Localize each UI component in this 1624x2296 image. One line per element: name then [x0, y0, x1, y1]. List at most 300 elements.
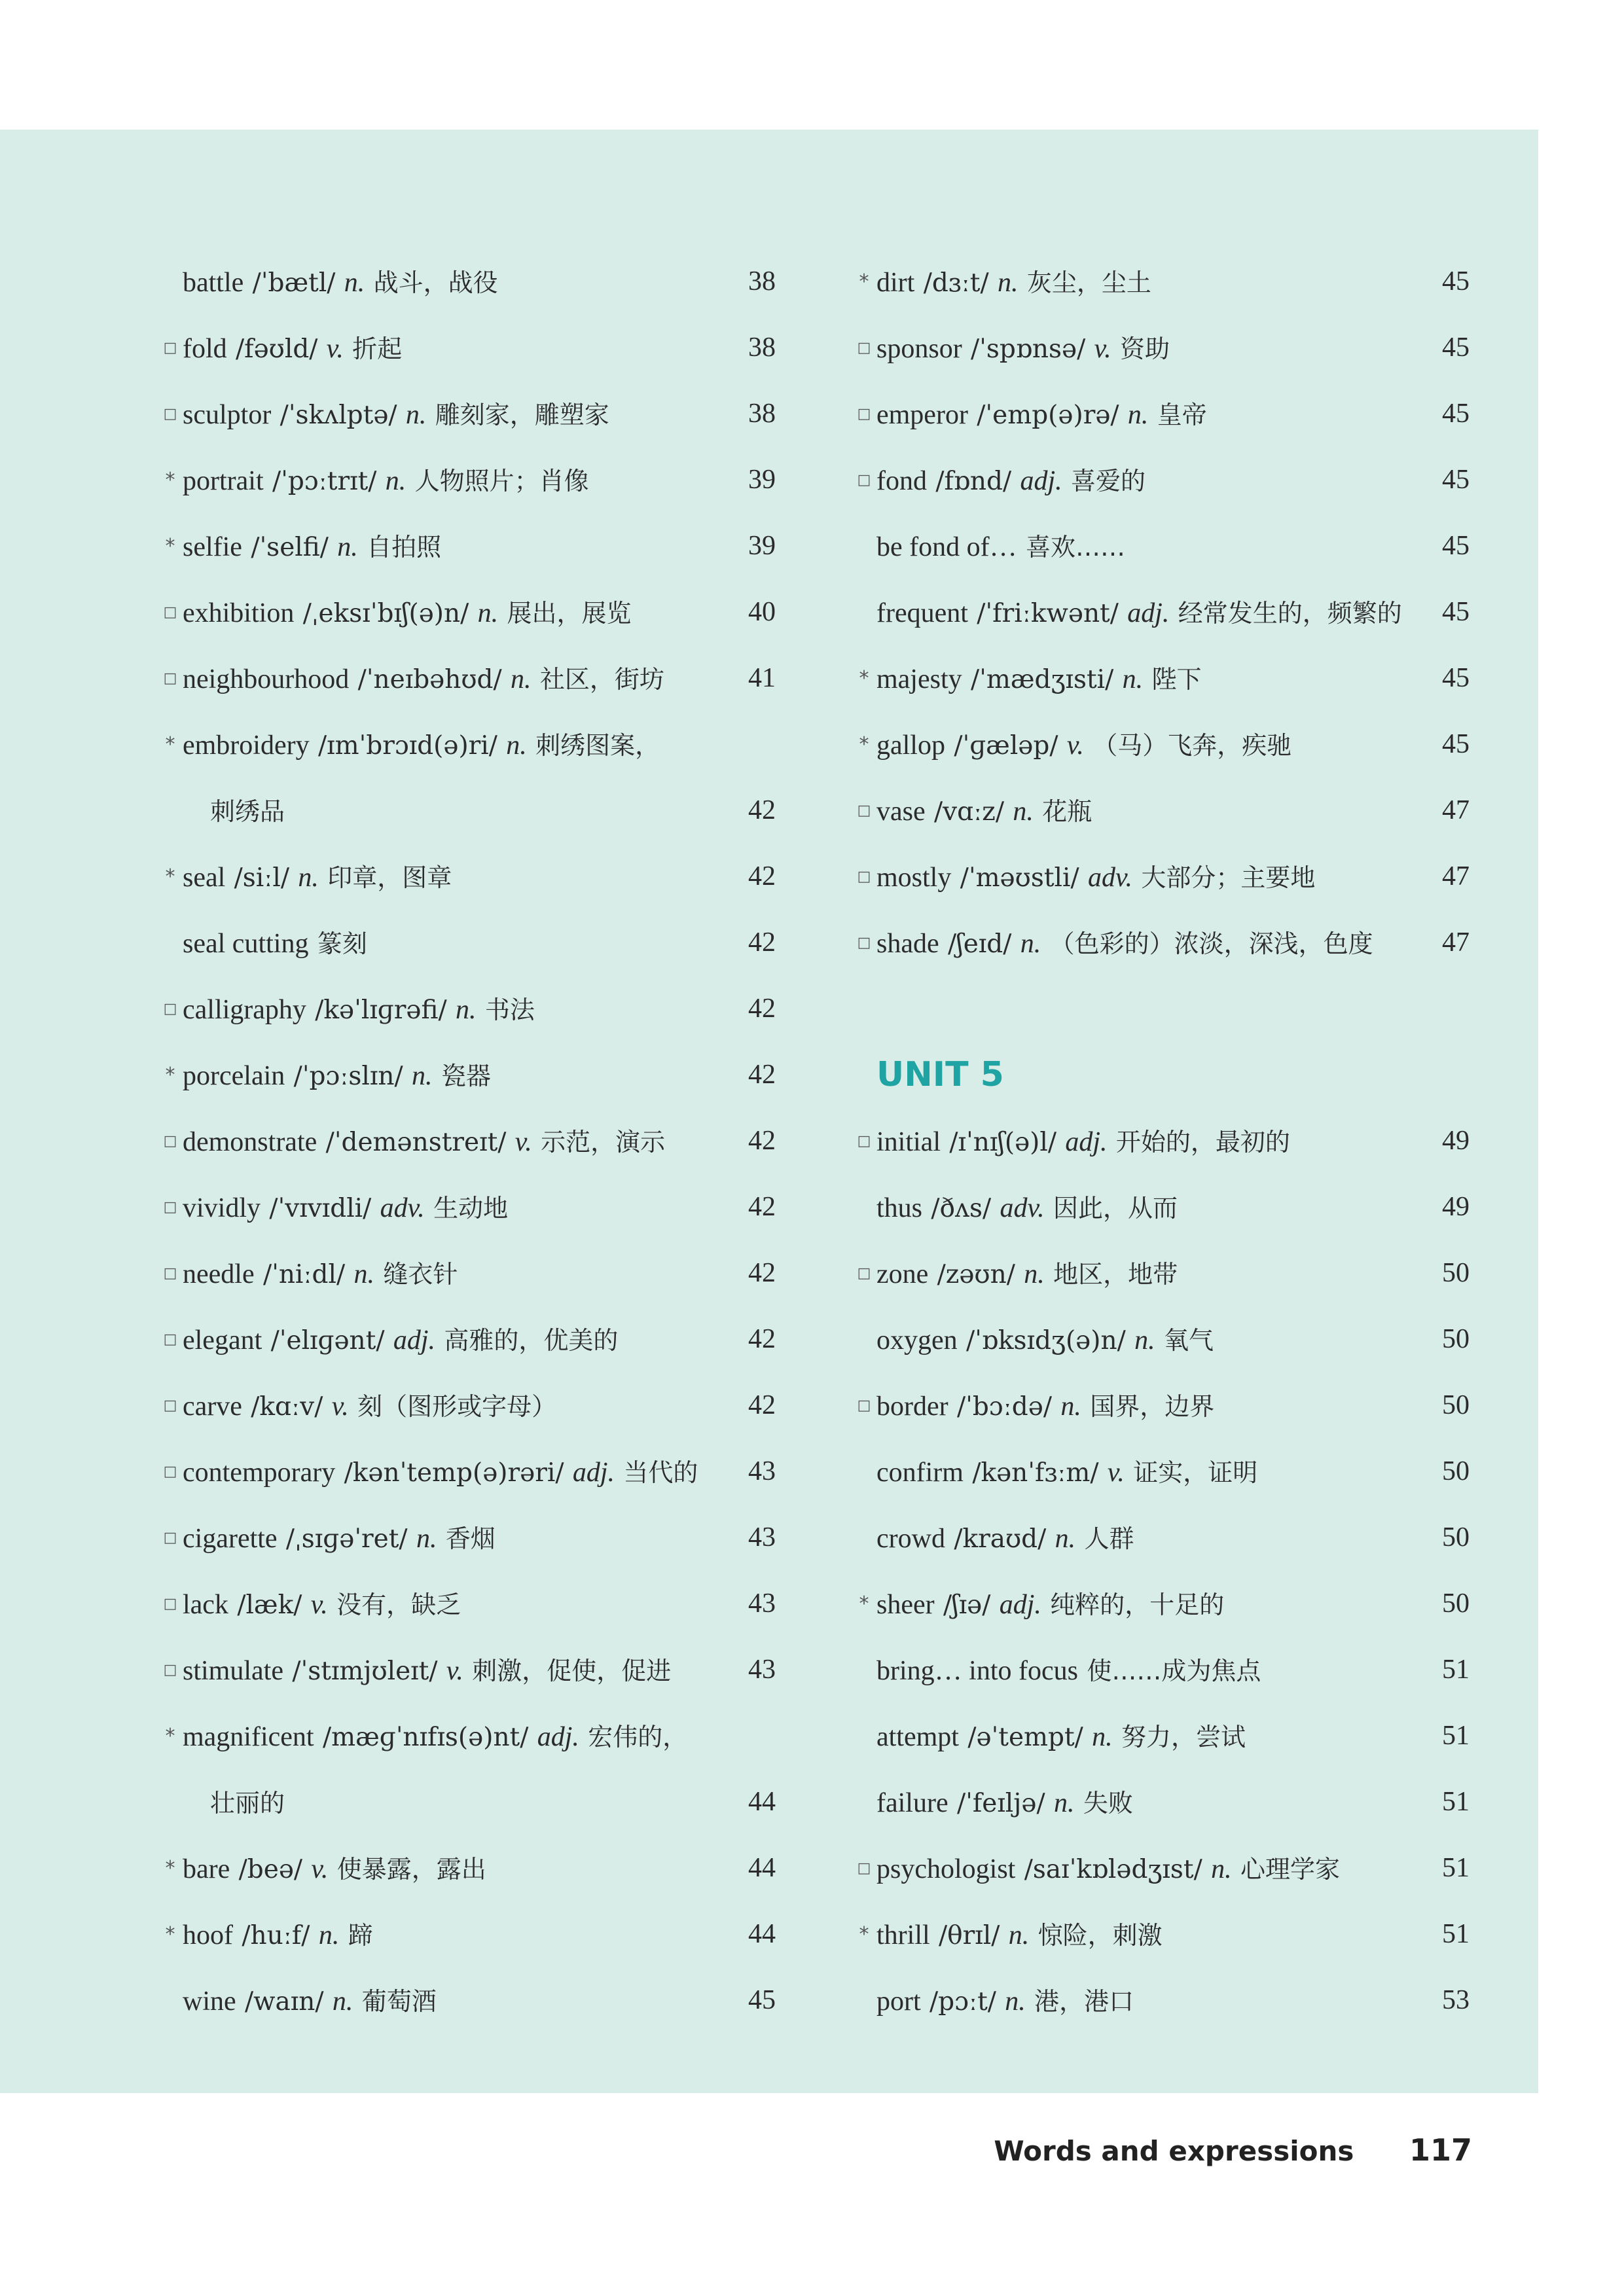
asterisk-marker-icon: * — [859, 270, 869, 293]
headword: attempt — [876, 1722, 959, 1752]
pronunciation: /ˈɒksɪdʒ(ə)n/ — [966, 1326, 1126, 1355]
pronunciation: /ˈstɪmjʊleɪt/ — [292, 1657, 438, 1686]
pronunciation: /ˈneɪbəhʊd/ — [357, 665, 502, 694]
pronunciation: /ˈɡæləp/ — [954, 731, 1058, 761]
part-of-speech: n. — [1055, 1524, 1076, 1554]
part-of-speech: v. — [331, 1391, 349, 1422]
headword: be fond of… — [876, 532, 1017, 562]
entry-page-number: 42 — [748, 1390, 776, 1420]
entry-page-number: 43 — [748, 1655, 776, 1685]
entry-page-number: 39 — [748, 531, 776, 561]
headword: confirm — [876, 1458, 964, 1488]
chinese-meaning: 证实，证明 — [1133, 1458, 1258, 1487]
headword: calligraphy — [183, 995, 306, 1025]
part-of-speech: n. — [477, 598, 499, 628]
vocab-entry — [160, 579, 776, 645]
asterisk-marker-icon: * — [165, 1064, 175, 1086]
headword: majesty — [876, 664, 962, 694]
vocab-entry — [160, 381, 776, 447]
entry-page-number: 43 — [748, 1522, 776, 1552]
pronunciation: /dɜːt/ — [923, 268, 989, 298]
pronunciation: /kəˈlɪɡrəfi/ — [315, 996, 447, 1025]
part-of-speech: v. — [1094, 334, 1111, 364]
entry-page-number: 51 — [1442, 1853, 1470, 1883]
page-number: 117 — [1409, 2132, 1472, 2168]
entry-page-number: 42 — [748, 1258, 776, 1288]
part-of-speech: n. — [337, 532, 358, 562]
entry-page-number: 44 — [748, 1919, 776, 1949]
headword: stimulate — [183, 1656, 283, 1686]
entry-text — [876, 315, 1170, 382]
entry-page-number: 51 — [1442, 1721, 1470, 1751]
entry-text — [876, 1835, 1340, 1903]
entry-text — [183, 1439, 698, 1506]
entry-page-number: 45 — [1442, 266, 1470, 296]
square-marker-icon: □ — [857, 1397, 871, 1414]
entry-text — [183, 1571, 461, 1638]
headword: demonstrate — [183, 1127, 317, 1157]
headword: shade — [876, 929, 939, 959]
pronunciation: /ˈvɪvɪdli/ — [269, 1194, 372, 1223]
part-of-speech: n. — [997, 268, 1019, 298]
chinese-meaning: 喜爱的 — [1071, 467, 1146, 495]
chinese-meaning: 葡萄酒 — [361, 1987, 437, 2016]
entry-text — [876, 645, 1202, 713]
square-marker-icon: □ — [163, 1397, 177, 1414]
vocab-entry — [160, 1835, 776, 1901]
pronunciation: /beə/ — [238, 1855, 303, 1884]
square-marker-icon: □ — [163, 1331, 177, 1348]
headword: battle — [183, 268, 244, 298]
vocab-entry — [854, 315, 1470, 381]
vocab-entry — [854, 447, 1470, 513]
pronunciation: /siːl/ — [234, 863, 290, 893]
entry-text — [183, 249, 498, 316]
entry-page-number: 53 — [1442, 1985, 1470, 2015]
part-of-speech: n. — [405, 400, 427, 430]
pronunciation: /fɒnd/ — [935, 467, 1012, 496]
chinese-meaning: 因此，从而 — [1053, 1194, 1178, 1223]
headword: carve — [183, 1391, 242, 1422]
entry-page-number: 50 — [1442, 1390, 1470, 1420]
headword: sculptor — [183, 400, 272, 430]
vocab-entry — [160, 1042, 776, 1108]
entry-page-number: 45 — [1442, 663, 1470, 693]
pronunciation: /ˈselfi/ — [251, 533, 329, 562]
pronunciation: /ɪˈnɪʃ(ə)l/ — [949, 1128, 1056, 1157]
chinese-meaning: 刺绣图案， — [535, 731, 660, 760]
entry-page-number: 51 — [1442, 1787, 1470, 1817]
part-of-speech: n. — [1005, 1986, 1026, 2017]
headword: needle — [183, 1259, 255, 1289]
entry-page-number: 49 — [1442, 1126, 1470, 1156]
chinese-meaning: 折起 — [352, 334, 403, 363]
part-of-speech: n. — [1020, 929, 1041, 959]
headword: embroidery — [183, 730, 310, 761]
headword: wine — [183, 1986, 236, 2017]
entry-text — [183, 447, 589, 514]
headword: portrait — [183, 466, 264, 496]
chinese-meaning: 国界，边界 — [1090, 1392, 1215, 1421]
entry-text — [183, 1835, 486, 1903]
part-of-speech: adj. — [572, 1458, 615, 1488]
vocab-entry — [160, 910, 776, 976]
vocab-entry — [160, 844, 776, 910]
chinese-meaning: 氧气 — [1163, 1326, 1214, 1355]
pronunciation: /ˈmædʒɪsti/ — [971, 665, 1114, 694]
square-marker-icon: □ — [163, 1133, 177, 1149]
entry-page-number: 38 — [748, 266, 776, 296]
entry-page-number: 43 — [748, 1456, 776, 1486]
pronunciation: /ˈniːdl/ — [262, 1260, 346, 1289]
entry-page-number: 45 — [1442, 399, 1470, 429]
left-column — [160, 249, 776, 2034]
headword: thus — [876, 1193, 923, 1223]
vocab-entry — [854, 645, 1470, 711]
vocab-entry — [854, 1174, 1470, 1240]
chinese-meaning: 陛下 — [1151, 665, 1202, 694]
entry-page-number: 50 — [1442, 1456, 1470, 1486]
chinese-meaning: 示范，演示 — [541, 1128, 666, 1157]
pronunciation: /kraʊd/ — [954, 1524, 1047, 1554]
headword: sponsor — [876, 334, 962, 364]
vocab-entry — [854, 579, 1470, 645]
part-of-speech: n. — [332, 1986, 353, 2017]
entry-page-number: 42 — [748, 927, 776, 958]
part-of-speech: adj. — [1065, 1127, 1108, 1157]
square-marker-icon: □ — [163, 1596, 177, 1612]
entry-page-number: 45 — [1442, 332, 1470, 363]
headword: thrill — [876, 1920, 930, 1950]
vocab-entry — [854, 513, 1470, 579]
part-of-speech: n. — [1127, 400, 1149, 430]
chinese-meaning: 经常发生的，频繁的 — [1178, 599, 1402, 628]
entry-text — [876, 1901, 1163, 1969]
asterisk-marker-icon: * — [165, 469, 175, 492]
headword: failure — [876, 1788, 948, 1818]
part-of-speech: n. — [1134, 1325, 1155, 1355]
part-of-speech: n. — [456, 995, 477, 1025]
entry-page-number: 42 — [748, 1126, 776, 1156]
pronunciation: /ˈspɒnsə/ — [971, 334, 1086, 364]
entry-text — [183, 1174, 508, 1242]
chinese-meaning: 刺绣品 — [210, 797, 285, 826]
entry-page-number: 45 — [1442, 531, 1470, 561]
entry-text — [183, 711, 660, 779]
entry-text — [876, 1505, 1134, 1572]
entry-page-number: 41 — [748, 663, 776, 693]
vocab-entry — [160, 645, 776, 711]
vocab-entry — [160, 1571, 776, 1637]
entry-text — [876, 1372, 1214, 1440]
vocab-entry — [854, 1571, 1470, 1637]
chinese-meaning: 喜欢…… — [1025, 533, 1125, 562]
entry-page-number: 42 — [748, 795, 776, 825]
square-marker-icon: □ — [857, 406, 871, 422]
headword: selfie — [183, 532, 242, 562]
pronunciation: /ˈpɔːslɪn/ — [293, 1062, 403, 1091]
headword: crowd — [876, 1524, 945, 1554]
part-of-speech: adj. — [1127, 598, 1170, 628]
entry-text — [183, 1901, 373, 1969]
headword: gallop — [876, 730, 945, 761]
pronunciation: /ˌsɪɡəˈret/ — [285, 1524, 408, 1554]
headword: bare — [183, 1854, 230, 1884]
entry-text — [876, 1439, 1257, 1506]
chinese-meaning: 战斗，战役 — [373, 268, 498, 297]
chinese-meaning: 雕刻家，雕塑家 — [435, 401, 609, 429]
spacer — [854, 976, 1470, 1042]
part-of-speech: v. — [1066, 730, 1084, 761]
headword: border — [876, 1391, 948, 1422]
chinese-meaning: 刻（图形或字母） — [357, 1392, 557, 1421]
vocab-entry — [854, 1769, 1470, 1835]
vocab-entry — [854, 711, 1470, 778]
entry-text — [876, 1108, 1290, 1175]
entry-page-number: 47 — [1442, 861, 1470, 891]
headword: psychologist — [876, 1854, 1016, 1884]
square-marker-icon: □ — [163, 670, 177, 687]
chinese-meaning: 自拍照 — [367, 533, 442, 562]
chinese-meaning: 灰尘，尘土 — [1026, 268, 1151, 297]
part-of-speech: n. — [1053, 1788, 1075, 1818]
vocab-entry-continuation — [160, 778, 776, 844]
square-marker-icon: □ — [857, 1860, 871, 1876]
square-marker-icon: □ — [163, 406, 177, 422]
entry-text — [876, 1240, 1178, 1308]
chinese-meaning: 开始的，最初的 — [1115, 1128, 1290, 1157]
entry-page-number: 42 — [748, 1324, 776, 1354]
vocab-entry — [160, 1637, 776, 1703]
square-marker-icon: □ — [163, 1530, 177, 1546]
entry-page-number: 42 — [748, 1060, 776, 1090]
headword: frequent — [876, 598, 968, 628]
part-of-speech: n. — [1013, 797, 1034, 827]
entry-text — [183, 1637, 671, 1704]
chinese-meaning: 港，港口 — [1034, 1987, 1134, 2016]
entry-text — [876, 447, 1146, 514]
pronunciation: /fəʊld/ — [236, 334, 318, 364]
asterisk-marker-icon: * — [165, 1857, 175, 1880]
part-of-speech: n. — [416, 1524, 437, 1554]
part-of-speech: adj. — [999, 1590, 1041, 1620]
part-of-speech: n. — [511, 664, 532, 694]
entry-text — [183, 1372, 556, 1440]
part-of-speech: adj. — [537, 1722, 579, 1752]
entry-text — [183, 976, 535, 1043]
chinese-meaning: 当代的 — [623, 1458, 698, 1487]
part-of-speech: adv. — [1000, 1193, 1045, 1223]
chinese-meaning: （马）飞奔，疾驰 — [1092, 731, 1292, 760]
part-of-speech: n. — [1060, 1391, 1081, 1422]
entry-text — [183, 381, 609, 448]
part-of-speech: v. — [514, 1127, 532, 1157]
entry-text — [183, 1042, 491, 1109]
part-of-speech: adv. — [380, 1193, 425, 1223]
pronunciation: /waɪn/ — [245, 1987, 324, 2017]
entry-text — [183, 1703, 687, 1770]
page-footer — [994, 2132, 1472, 2168]
part-of-speech: n. — [1008, 1920, 1030, 1950]
pronunciation: /ˈbɔːdə/ — [956, 1392, 1052, 1422]
entry-page-number: 42 — [748, 861, 776, 891]
entry-page-number: 50 — [1442, 1522, 1470, 1552]
pronunciation: /əˈtempt/ — [967, 1723, 1083, 1752]
right-column-top-list — [854, 249, 1470, 976]
vocab-entry — [160, 1505, 776, 1571]
headword: oxygen — [876, 1325, 958, 1355]
headword: sheer — [876, 1590, 935, 1620]
entry-text — [183, 513, 441, 581]
headword: cigarette — [183, 1524, 278, 1554]
chinese-meaning: 花瓶 — [1042, 797, 1092, 826]
chinese-meaning: 人物照片；肖像 — [414, 467, 589, 495]
part-of-speech: n. — [1092, 1722, 1113, 1752]
entry-page-number: 40 — [748, 597, 776, 627]
entry-text — [876, 778, 1092, 845]
headword: hoof — [183, 1920, 233, 1950]
chinese-meaning: 印章，图章 — [327, 863, 452, 892]
chinese-meaning: 惊险，刺激 — [1038, 1921, 1163, 1950]
entry-text — [210, 778, 285, 845]
right-column-bottom-list — [854, 1108, 1470, 2034]
pronunciation: /ˈemp(ə)rə/ — [977, 401, 1119, 430]
entry-page-number: 50 — [1442, 1258, 1470, 1288]
headword: exhibition — [183, 598, 295, 628]
headword: seal — [183, 863, 226, 893]
vocab-entry-continuation — [160, 1769, 776, 1835]
headword: magnificent — [183, 1722, 314, 1752]
vocab-entry — [854, 778, 1470, 844]
vocab-entry — [854, 1372, 1470, 1439]
chinese-meaning: 缝衣针 — [383, 1260, 458, 1289]
part-of-speech: n. — [506, 730, 527, 761]
part-of-speech: n. — [1211, 1854, 1232, 1884]
entry-text — [183, 1967, 437, 2035]
pronunciation: /ʃɪə/ — [943, 1590, 991, 1620]
part-of-speech: n. — [344, 268, 365, 298]
chinese-meaning: 宏伟的， — [588, 1723, 688, 1751]
pronunciation: /ˈbætl/ — [252, 268, 336, 298]
chinese-meaning: 生动地 — [433, 1194, 509, 1223]
part-of-speech: v. — [446, 1656, 463, 1686]
vocab-entry — [854, 1901, 1470, 1967]
headword: initial — [876, 1127, 941, 1157]
square-marker-icon: □ — [163, 1199, 177, 1215]
pronunciation: /mæɡˈnɪfɪs(ə)nt/ — [322, 1723, 529, 1752]
asterisk-marker-icon: * — [859, 733, 869, 756]
vocab-entry — [854, 1835, 1470, 1901]
vocab-entry — [854, 1637, 1470, 1703]
asterisk-marker-icon: * — [859, 1592, 869, 1615]
entry-page-number: 51 — [1442, 1919, 1470, 1949]
vocab-entry — [160, 447, 776, 513]
pronunciation: /kɑːv/ — [251, 1392, 323, 1422]
vocab-entry — [160, 1372, 776, 1439]
pronunciation: /ɪmˈbrɔɪd(ə)ri/ — [317, 731, 497, 761]
vocab-entry — [160, 513, 776, 579]
vocab-entry — [160, 711, 776, 778]
square-marker-icon: □ — [857, 869, 871, 885]
entry-page-number: 49 — [1442, 1192, 1470, 1222]
asterisk-marker-icon: * — [165, 535, 175, 558]
chinese-meaning: 使暴露，露出 — [336, 1855, 486, 1884]
vocab-entry — [854, 1306, 1470, 1372]
pronunciation: /θrɪl/ — [939, 1921, 1000, 1950]
headword: vase — [876, 797, 926, 827]
vocab-entry — [160, 1174, 776, 1240]
pronunciation: /ˈdemənstreɪt/ — [325, 1128, 507, 1157]
pronunciation: /ʃeɪd/ — [948, 929, 1012, 959]
vocab-entry — [854, 1240, 1470, 1306]
part-of-speech: n. — [298, 863, 319, 893]
vocab-entry — [854, 1439, 1470, 1505]
part-of-speech: v. — [310, 1590, 328, 1620]
vocab-entry — [854, 1108, 1470, 1174]
part-of-speech: n. — [1122, 664, 1144, 694]
chinese-meaning: 地区，地带 — [1053, 1260, 1178, 1289]
square-marker-icon: □ — [857, 340, 871, 356]
entry-page-number: 38 — [748, 332, 776, 363]
entry-text — [183, 579, 632, 647]
pronunciation: /kənˈfɜːm/ — [972, 1458, 1099, 1488]
vocab-entry — [160, 1240, 776, 1306]
part-of-speech: n. — [412, 1061, 433, 1091]
chinese-meaning: 壮丽的 — [210, 1789, 285, 1818]
chinese-meaning: 使……成为焦点 — [1087, 1657, 1261, 1685]
entry-text — [183, 645, 664, 713]
chinese-meaning: 社区，街坊 — [539, 665, 664, 694]
vocab-entry — [160, 1703, 776, 1769]
vocab-entry — [160, 1901, 776, 1967]
entry-page-number: 42 — [748, 994, 776, 1024]
square-marker-icon: □ — [857, 1265, 871, 1282]
entry-page-number: 43 — [748, 1588, 776, 1619]
entry-text — [876, 844, 1315, 911]
headword: seal cutting — [183, 929, 309, 959]
square-marker-icon: □ — [163, 1265, 177, 1282]
entry-text — [876, 1967, 1134, 2035]
entry-page-number: 44 — [748, 1853, 776, 1883]
part-of-speech: adj. — [393, 1325, 436, 1355]
part-of-speech: v. — [1107, 1458, 1125, 1488]
pronunciation: /ˈməʊstli/ — [960, 863, 1079, 893]
asterisk-marker-icon: * — [165, 1923, 175, 1946]
entry-text — [183, 844, 452, 911]
part-of-speech: v. — [311, 1854, 329, 1884]
pronunciation: /pɔːt/ — [929, 1987, 996, 2017]
unit-heading: UNIT 5 — [876, 1055, 1004, 1094]
pronunciation: /ðʌs/ — [931, 1194, 992, 1223]
headword: fond — [876, 466, 927, 496]
part-of-speech: n. — [318, 1920, 340, 1950]
entry-text — [876, 513, 1125, 581]
square-marker-icon: □ — [163, 1001, 177, 1017]
entry-text — [876, 910, 1373, 977]
entry-text — [876, 1703, 1246, 1770]
vocab-entry — [854, 1967, 1470, 2034]
pronunciation: /ˈfeɪljə/ — [956, 1789, 1045, 1818]
entry-page-number: 47 — [1442, 795, 1470, 825]
pronunciation: /ˈelɪɡənt/ — [270, 1326, 385, 1355]
chinese-meaning: 纯粹的，十足的 — [1050, 1590, 1225, 1619]
asterisk-marker-icon: * — [859, 667, 869, 690]
headword: zone — [876, 1259, 929, 1289]
entry-page-number: 51 — [1442, 1655, 1470, 1685]
entry-text — [876, 1637, 1261, 1704]
vocab-entry — [854, 910, 1470, 976]
entry-text — [876, 1306, 1214, 1374]
